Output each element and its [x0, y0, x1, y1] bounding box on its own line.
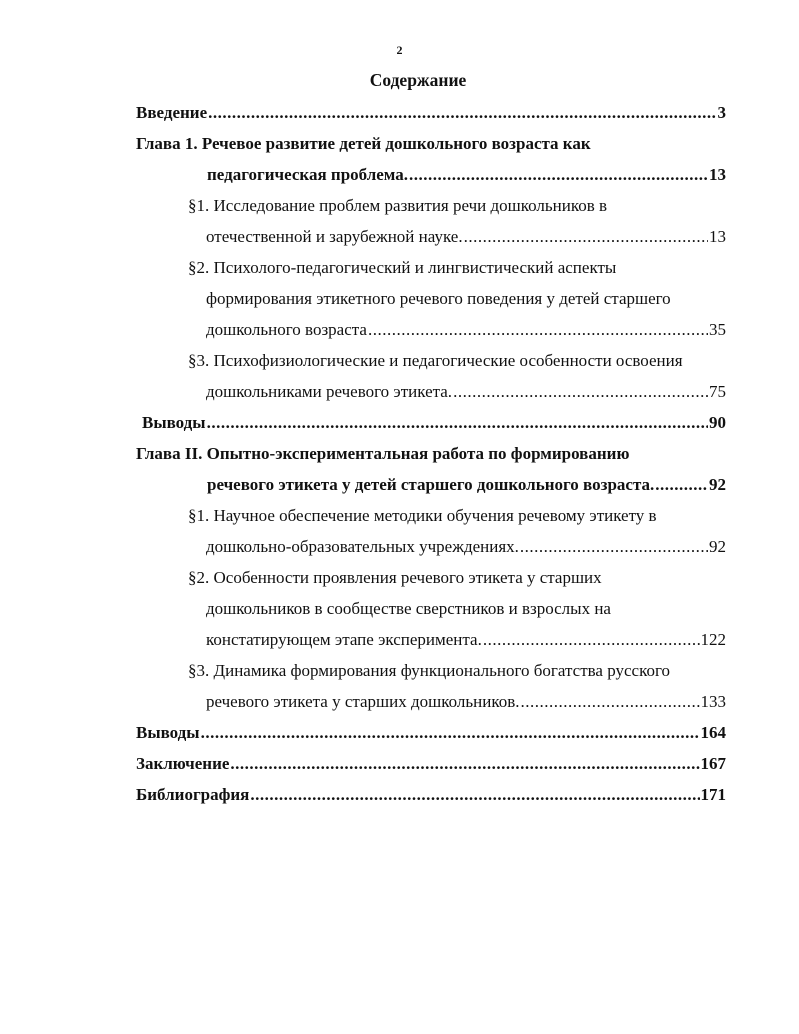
toc-entry-chapter2-cont	[207, 472, 726, 498]
toc-entry-section-2-1-cont	[206, 534, 726, 560]
toc-entry-page: 75	[709, 382, 726, 401]
toc-entry-label: констатирующем этапе эксперимента.	[206, 630, 482, 649]
toc-entry-label: педагогическая проблема.	[207, 165, 409, 184]
toc-entry-page: 13	[709, 165, 726, 184]
toc-entry-chapter1	[136, 131, 591, 157]
toc-entry-page: 3	[717, 103, 726, 122]
toc-entry-conclusion	[136, 751, 726, 777]
toc-entry-label: дошкольного возраста	[206, 320, 367, 339]
leader-dots	[521, 689, 700, 715]
toc-entry-chapter1-cont	[207, 162, 726, 188]
toc-entry-section-1-3	[188, 348, 683, 374]
toc-entry-page: 122	[700, 630, 726, 649]
toc-entry-intro	[136, 100, 726, 126]
leader-dots	[409, 162, 708, 188]
toc-entry-page: 171	[700, 785, 726, 804]
toc-entry-label: Библиография	[136, 785, 250, 804]
toc-entry-section-1-1-cont	[206, 224, 726, 250]
leader-dots	[368, 317, 708, 343]
toc-entry-label: Выводы	[142, 413, 206, 432]
toc-entry-label: Введение	[136, 103, 208, 122]
toc-entry-chapter2	[136, 441, 629, 467]
page-title: Содержание	[369, 70, 467, 90]
leader-dots	[208, 100, 716, 126]
toc-entry-bibliography	[136, 782, 726, 808]
toc-entry-page: 13	[709, 227, 726, 246]
toc-entry-label: §3. Психофизиологические и педагогические особенности освоения	[188, 351, 683, 370]
toc-entry-label: §1. Научное обеспечение методики обучения речевому этикету в	[188, 506, 657, 525]
toc-entry-label: речевого этикета у детей старшего дошкольного возраста.	[207, 475, 655, 494]
toc-entry-section-2-2-cont	[206, 596, 611, 622]
toc-entry-page: 133	[700, 692, 726, 711]
toc-entry-page: 164	[700, 723, 726, 742]
leader-dots	[655, 472, 708, 498]
toc-entry-label: Заключение	[136, 754, 230, 773]
leader-dots	[453, 379, 708, 405]
leader-dots	[207, 410, 708, 436]
toc-entry-conclusions-2	[136, 720, 726, 746]
toc-entry-section-1-3-cont	[206, 379, 726, 405]
toc-entry-label: §2. Особенности проявления речевого этикета у старших	[188, 568, 602, 587]
toc-entry-label: формирования этикетного речевого поведения у детей старшего	[206, 289, 671, 308]
toc-entry-label: дошкольно-образовательных учреждениях.	[206, 537, 519, 556]
toc-entry-label: §2. Психолого-педагогический и лингвистический аспекты	[188, 258, 617, 277]
toc-entry-section-2-3	[188, 658, 670, 684]
toc-entry-section-2-1	[188, 503, 657, 529]
toc-entry-section-2-2	[188, 565, 602, 591]
toc-entry-page: 35	[709, 320, 726, 339]
leader-dots	[464, 224, 708, 250]
leader-dots	[250, 782, 699, 808]
toc-entry-section-1-2-cont	[206, 286, 671, 312]
toc-entry-label: отечественной и зарубежной науке.	[206, 227, 463, 246]
toc-entry-page: 167	[700, 754, 726, 773]
leader-dots	[483, 627, 700, 653]
toc-entry-label: Глава 1. Речевое развитие детей дошкольного возраста как	[136, 134, 591, 153]
page-number: 2	[396, 43, 403, 57]
toc-entry-label: дошкольниками речевого этикета.	[206, 382, 453, 401]
toc-entry-section-2-2-end	[206, 627, 726, 653]
leader-dots	[230, 751, 699, 777]
toc-entry-page: 92	[709, 475, 726, 494]
toc-entry-label: Глава II. Опытно-экспериментальная работа по формированию	[136, 444, 630, 463]
toc-entry-conclusions-1	[142, 410, 726, 436]
toc-entry-label: Выводы	[136, 723, 200, 742]
leader-dots	[520, 534, 708, 560]
toc-entry-section-1-2	[188, 255, 616, 281]
toc-entry-section-1-1	[188, 193, 607, 219]
toc-entry-label: дошкольников в сообществе сверстников и взрослых на	[206, 599, 611, 618]
toc-entry-section-2-3-cont	[206, 689, 726, 715]
toc-entry-label: §3. Динамика формирования функционального богатства русского	[188, 661, 671, 680]
toc-entry-label: речевого этикета у старших дошкольников.	[206, 692, 520, 711]
toc-entry-label: §1. Исследование проблем развития речи дошкольников в	[188, 196, 608, 215]
toc-entry-page: 90	[709, 413, 726, 432]
toc-entry-section-1-2-end	[206, 317, 726, 343]
leader-dots	[201, 720, 700, 746]
toc-entry-page: 92	[709, 537, 726, 556]
